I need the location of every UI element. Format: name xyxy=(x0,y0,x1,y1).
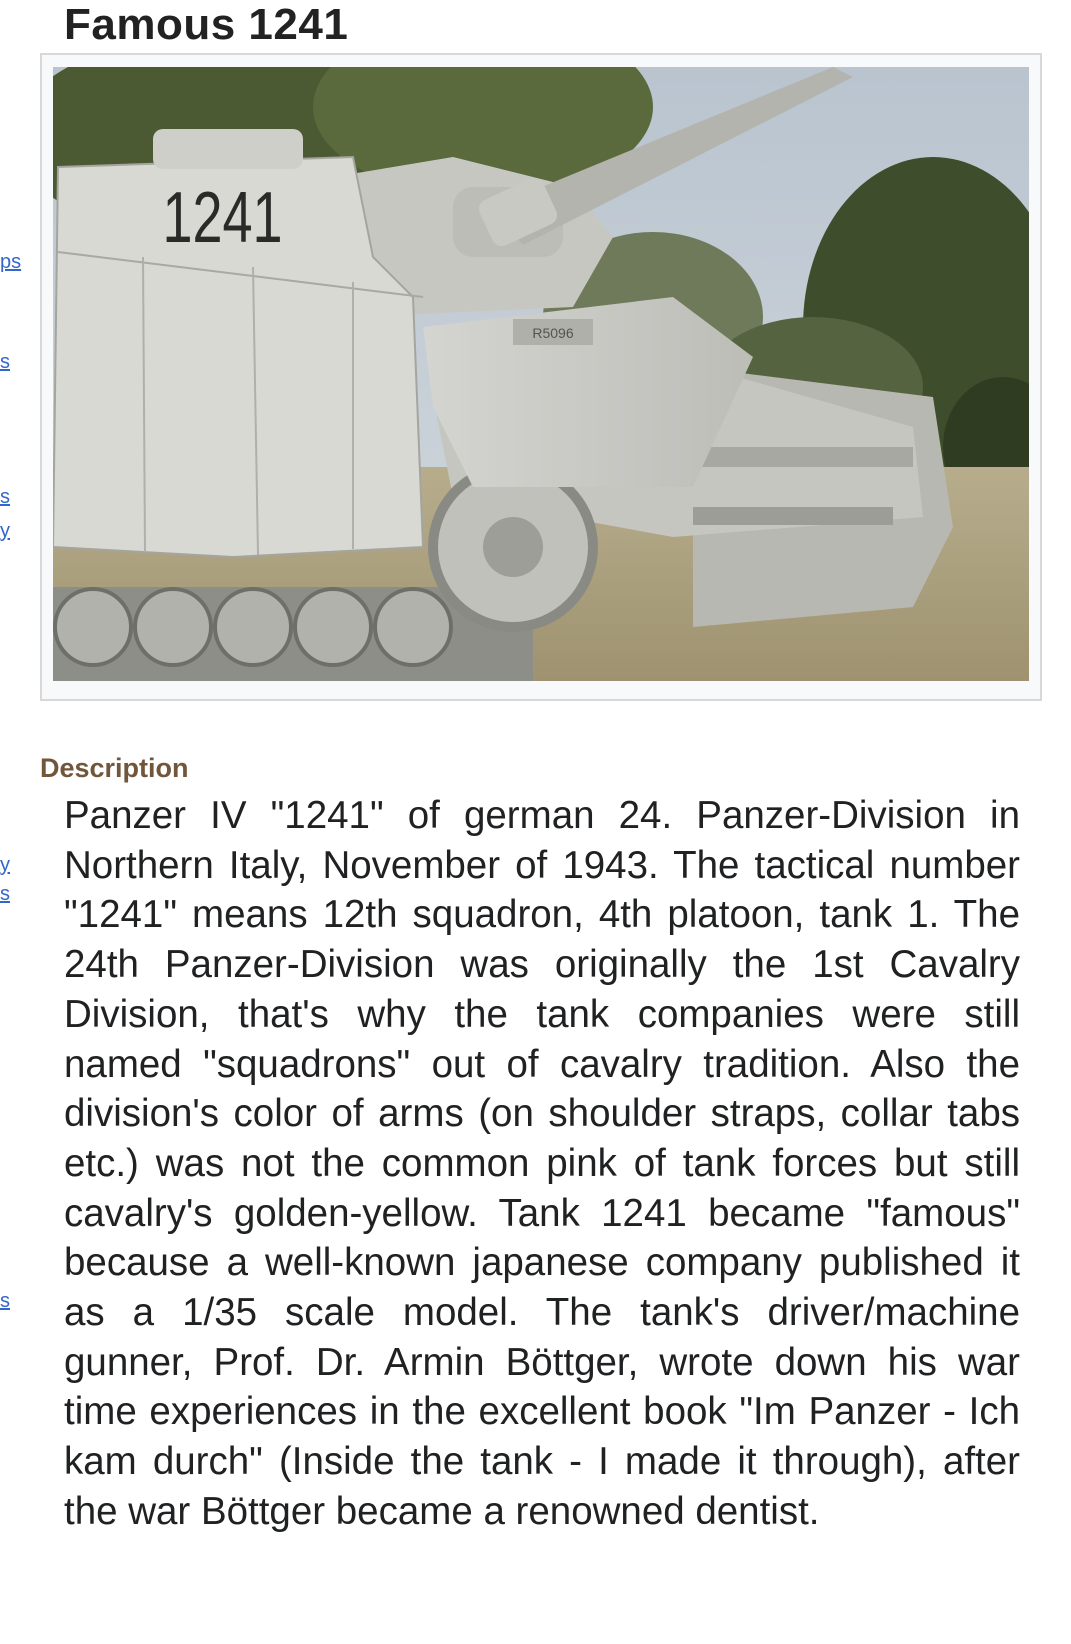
sprocket-hub xyxy=(483,517,543,577)
edge-link[interactable]: s xyxy=(0,1290,10,1312)
road-wheels xyxy=(55,589,451,665)
tactical-number: 1241 xyxy=(162,177,283,258)
spare-track xyxy=(693,507,893,525)
edge-link[interactable]: s xyxy=(0,351,10,373)
edge-link[interactable]: y xyxy=(0,520,10,542)
cupola xyxy=(153,129,303,169)
edge-link[interactable]: s xyxy=(0,486,10,508)
hull-plate-number: R5096 xyxy=(532,325,574,341)
description-text: Panzer IV "1241" of german 24. Panzer-Division in Northern Italy, November of 1943. The tactical number "1241" means 12th squadron, 4th platoon, tank 1. The 24th Panzer-Division was originally the 1st Cavalry Division, that's why the tank companies were still named "squadrons" out of cavalry tradition. Also the division's color of arms (on shoulder straps, collar tabs etc.) was not the common pink of tank forces but still cavalry's golden-yellow. Tank 1241 became "famous" because a well-known japanese company published it as a 1/35 scale model. The tank's driver/machine gunner, Prof. Dr. Armin Böttger, wrote down his war time experiences in the excellent book "Im Panzer - Ich kam durch" (Inside the tank - I made it through), after the war Böttger became a renowned dentist. xyxy=(64,794,1020,1533)
image-frame xyxy=(40,53,1042,701)
description-heading: Description xyxy=(40,753,189,783)
edge-link[interactable]: s xyxy=(0,883,10,905)
page-title: Famous 1241 xyxy=(64,0,349,49)
tank-photo[interactable] xyxy=(53,67,1029,681)
edge-link[interactable]: y xyxy=(0,854,10,876)
edge-link[interactable]: ps xyxy=(0,251,22,273)
left-edge-strip xyxy=(0,0,22,1644)
